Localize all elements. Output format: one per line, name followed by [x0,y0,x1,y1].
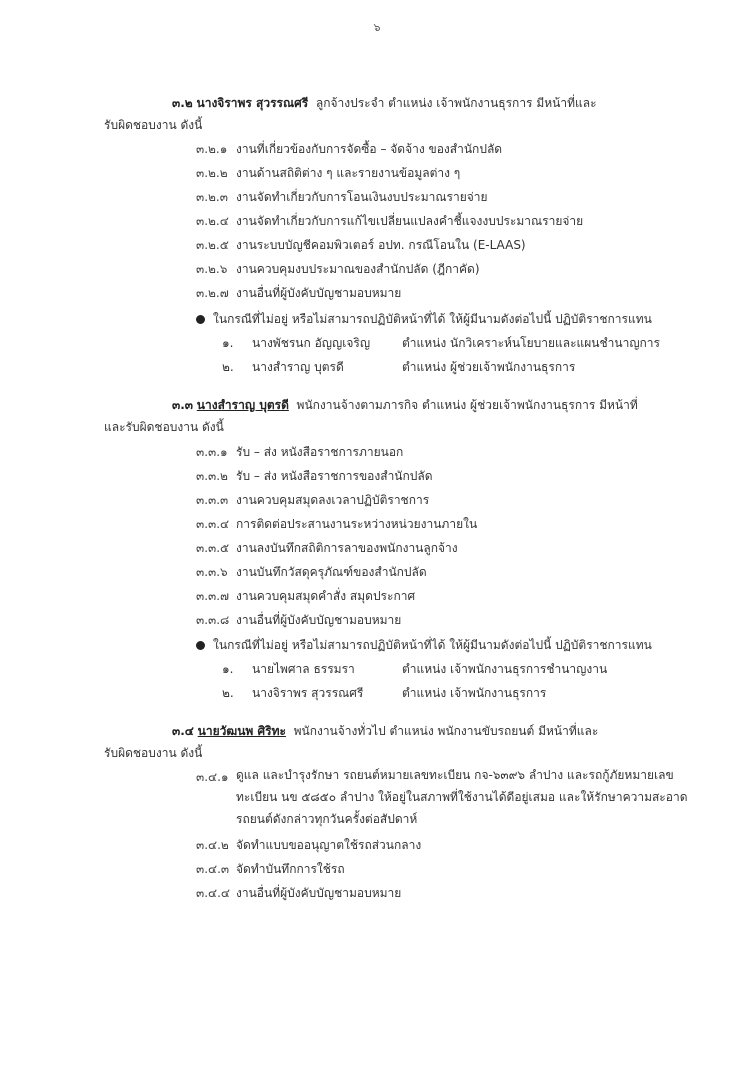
staff-position: พนักงานจ้างตามภารกิจ ตำแหน่ง ผู้ช่วยเจ้าพนักงานธุรการ มีหน้าที่ [296,398,638,412]
duty-item-text: ดูแล และบำรุงรักษา รถยนต์หมายเลขทะเบียน กจ-๖๓๙๖ ลำปาง และรถกู้ภัยหมายเลขทะเบียน นข ๕๘๕๐ ลำปาง ให้อยู่ในสภาพที่ใช้งานได้ดีอยู่เสมอ และให้รักษาความสะอาดรถยนต์ดังกล่าวทุกวันครั้งต่อสัปดาห์ [236,768,688,826]
section-heading [172,396,638,415]
replacement-row: ๑. นางพัชรนก อัญญเจริญ ตำแหน่ง นักวิเคราะห์นโยบายและแผนชำนาญการ [222,336,660,350]
duty-item: ๓.๒.๒ งานด้านสถิติต่าง ๆ และรายงานข้อมูลต่าง ๆ [196,166,461,180]
bullet-icon [196,641,205,650]
duty-item: ๓.๒.๕ งานระบบบัญชีคอมพิวเตอร์ อปท. กรณีโอนใน (E-LAAS) [196,238,526,252]
duty-item: ๓.๔.๓ จัดทำบันทึกการใช้รถ [196,862,345,876]
duty-item: ๓.๓.๑ รับ – ส่ง หนังสือราชการภายนอก [196,445,404,459]
duty-item: ๓.๒.๖ งานควบคุมงบประมาณของสำนักปลัด (ฎีกาคัด) [196,262,480,276]
replacement-note: ในกรณีที่ไม่อยู่ หรือไม่สามารถปฏิบัติหน้าที่ได้ ให้ผู้มีนามดังต่อไปนี้ ปฏิบัติราชการแทน [196,636,652,655]
duty-item: ๓.๓.๕ งานลงบันทึกสถิติการลาของพนักงานลูกจ้าง [196,541,458,555]
duty-item: ๓.๓.๘ งานอื่นที่ผู้บังคับบัญชามอบหมาย [196,613,402,627]
section-number: ๓.๔ [172,724,194,738]
duty-item: ๓.๓.๒ รับ – ส่ง หนังสือราชการของสำนักปลัด [196,469,433,483]
staff-name: นางจิราพร สุวรรณศรี [196,96,309,110]
section-number: ๓.๒ [172,96,193,110]
section-heading [172,94,597,113]
section-continuation: รับผิดชอบงาน ดังนี้ [104,746,203,760]
duty-item: ๓.๒.๔ งานจัดทำเกี่ยวกับการแก้ไขเปลี่ยนแปลงคำชี้แจงงบประมาณรายจ่าย [196,214,584,228]
replacement-note: ในกรณีที่ไม่อยู่ หรือไม่สามารถปฏิบัติหน้าที่ได้ ให้ผู้มีนามดังต่อไปนี้ ปฏิบัติราชการแทน [196,310,652,329]
duty-item: ๓.๔.๒ จัดทำแบบขออนุญาตใช้รถส่วนกลาง [196,838,422,852]
duty-item: ๓.๓.๔ การติดต่อประสานงานระหว่างหน่วยงานภายใน [196,517,478,531]
duty-item: ๓.๒.๗ งานอื่นที่ผู้บังคับบัญชามอบหมาย [196,286,402,300]
section-number: ๓.๓ [172,398,193,412]
duty-item: ๓.๔.๔ งานอื่นที่ผู้บังคับบัญชามอบหมาย [196,886,402,900]
duty-item: ๓.๓.๗ งานควบคุมสมุดคำสั่ง สมุดประกาศ [196,589,416,603]
duty-item: ๓.๒.๑ งานที่เกี่ยวข้องกับการจัดซื้อ – จัดจ้าง ของสำนักปลัด [196,142,503,156]
duty-item: ๓.๓.๓ งานควบคุมสมุดลงเวลาปฏิบัติราชการ [196,493,430,507]
duty-item: ๓.๒.๓ งานจัดทำเกี่ยวกับการโอนเงินงบประมาณรายจ่าย [196,190,488,204]
page-number: ๖ [373,21,381,34]
bullet-icon [196,315,205,324]
replacement-row: ๑. นายไพศาล ธรรมรา ตำแหน่ง เจ้าพนักงานธุรการชำนาญงาน [222,662,608,676]
section-continuation: รับผิดชอบงาน ดังนี้ [104,118,203,132]
section-continuation: และรับผิดชอบงาน ดังนี้ [104,420,224,434]
duty-item-number: ๓.๔.๑ [196,770,229,784]
staff-position: ลูกจ้างประจำ ตำแหน่ง เจ้าพนักงานธุรการ มีหน้าที่และ [315,96,597,110]
staff-name: นางสำราญ บุตรดี [196,398,289,412]
replacement-row: ๒. นางสำราญ บุตรดี ตำแหน่ง ผู้ช่วยเจ้าพนักงานธุรการ [222,360,576,374]
replacement-row: ๒. นางจิราพร สุวรรณศรี ตำแหน่ง เจ้าพนักงานธุรการ [222,686,547,700]
staff-position: พนักงานจ้างทั่วไป ตำแหน่ง พนักงานขับรถยนต์ มีหน้าที่และ [293,724,599,738]
duty-item: ๓.๓.๖ งานบันทึกวัสดุครุภัณฑ์ของสำนักปลัด [196,565,427,579]
section-heading [172,722,598,741]
staff-name: นายวัฒนพ ศิริทะ [197,724,286,738]
